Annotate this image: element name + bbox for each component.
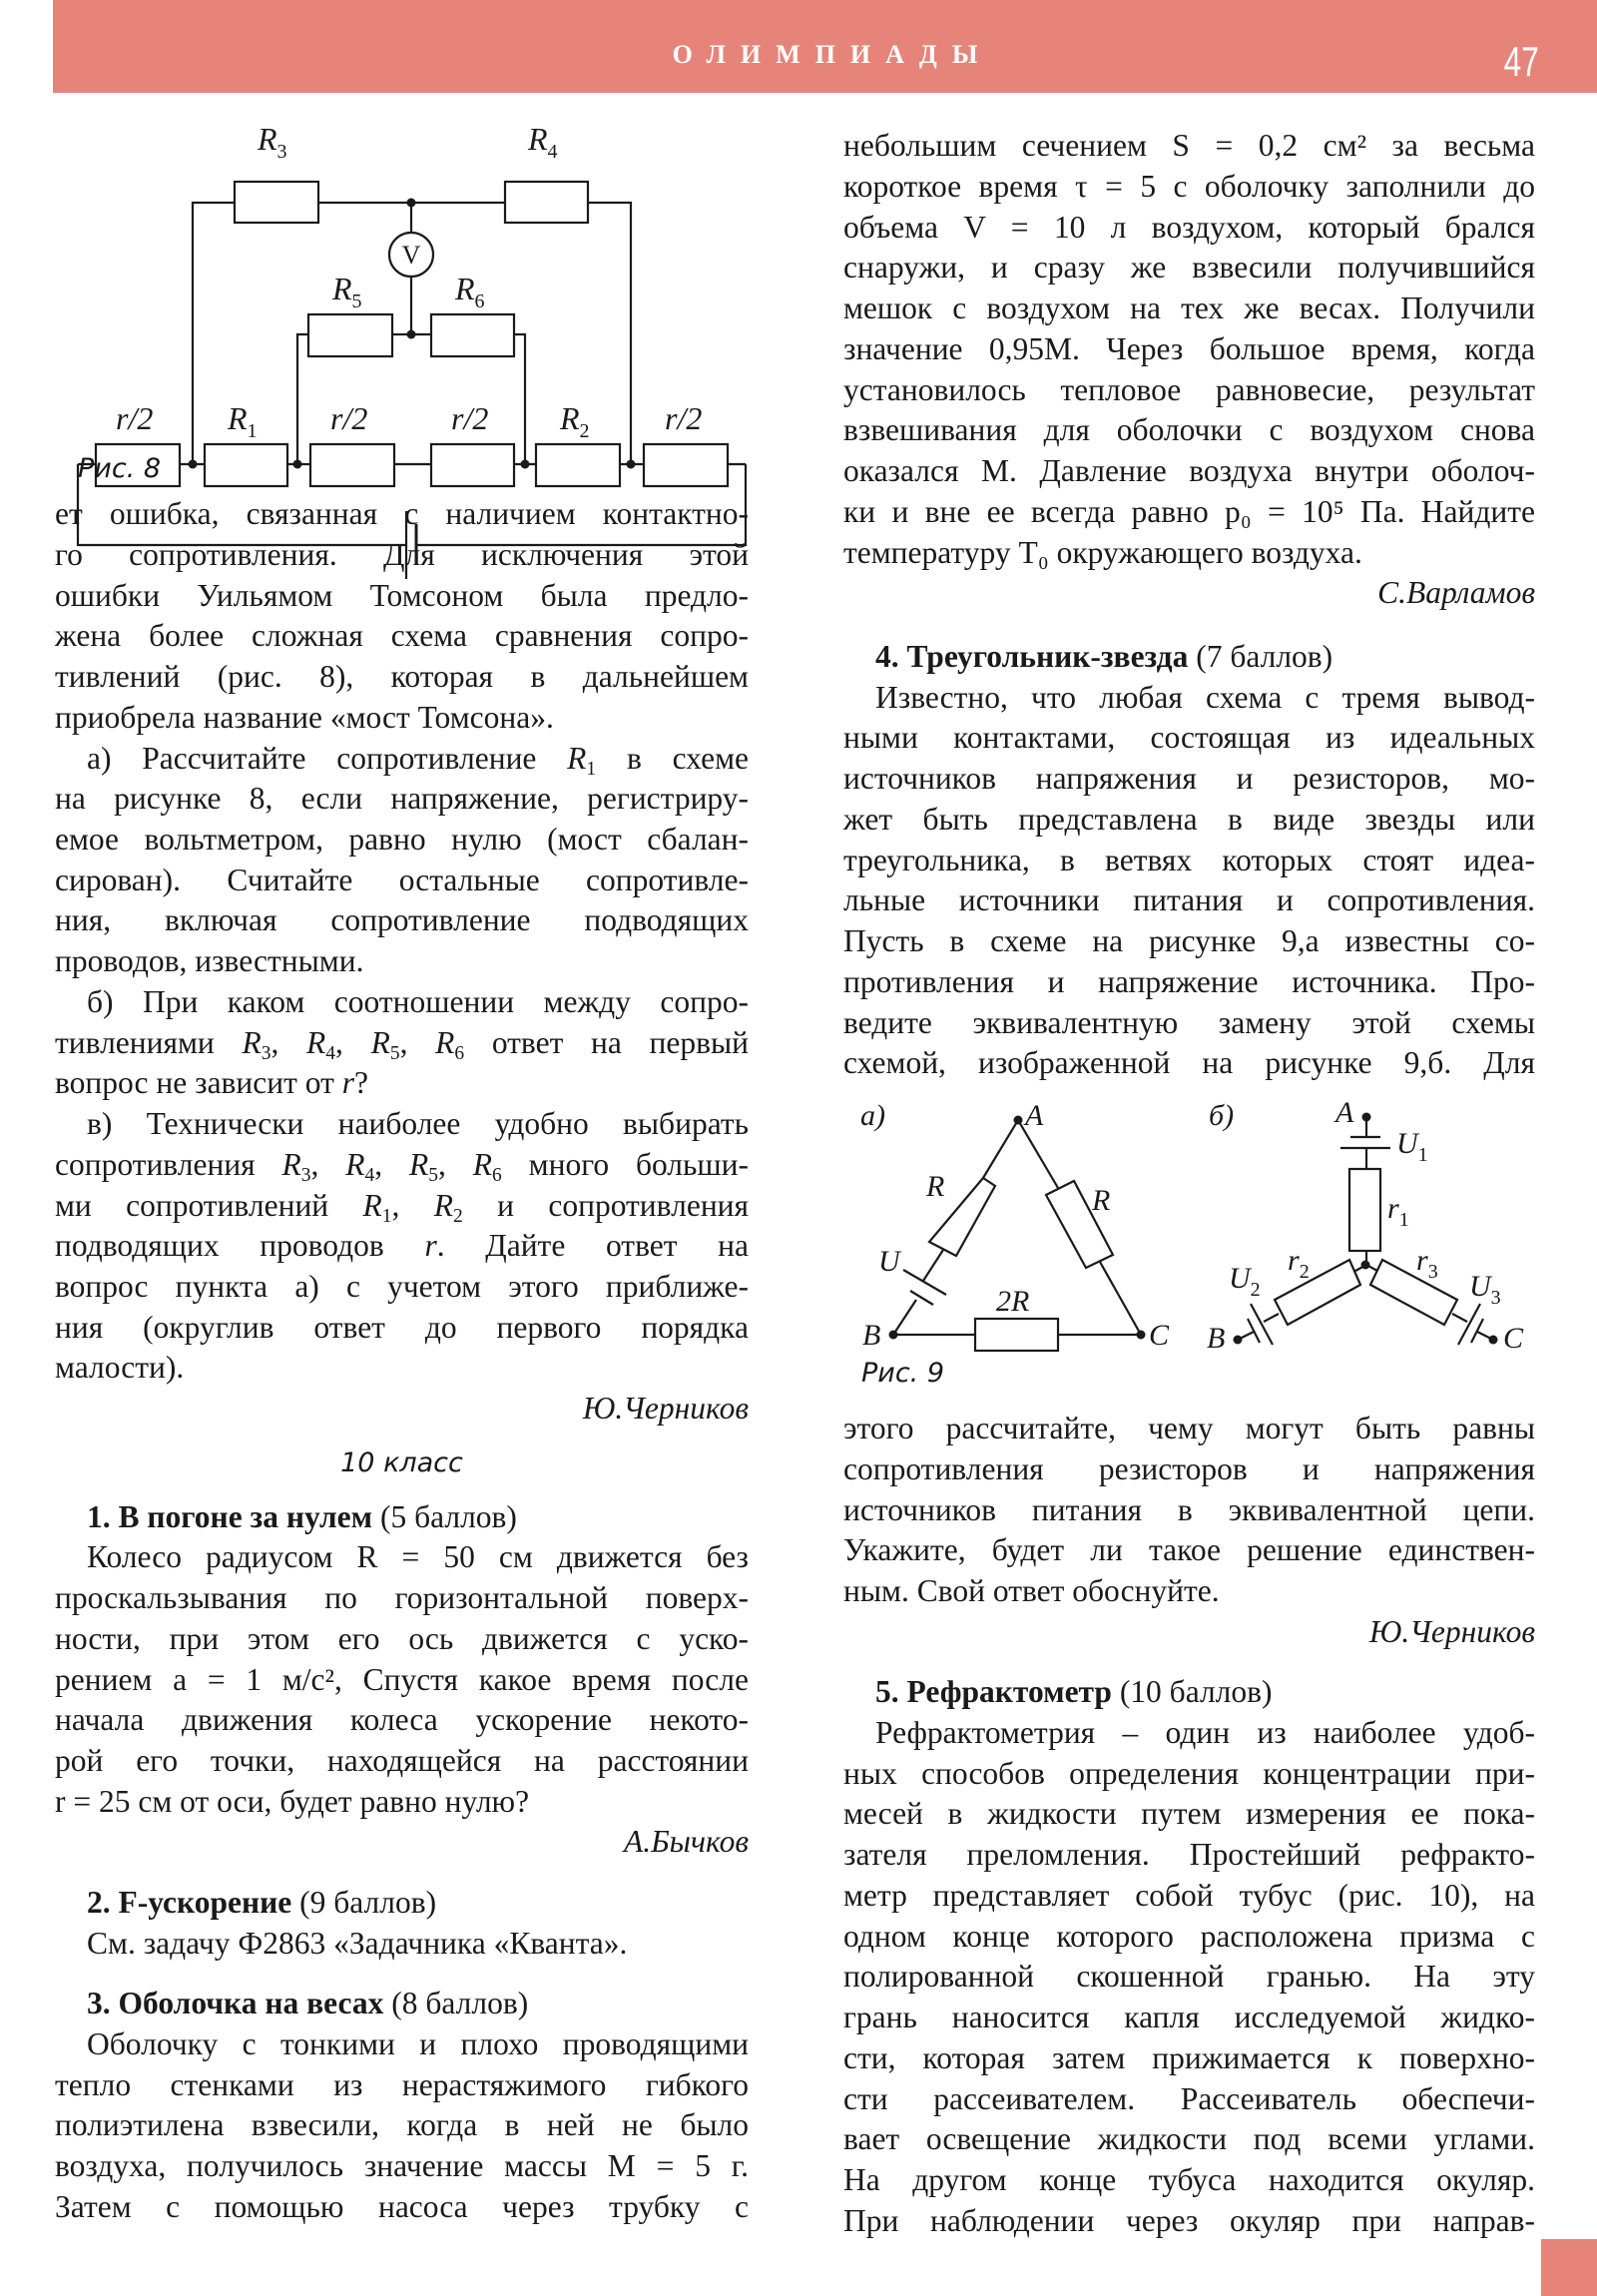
page-number: 47 [1503,38,1539,85]
text-line: проскальзывания по горизонтальной поверх- [55,1580,749,1615]
text-line: тивлений (рис. 8), которая в дальнейшем [55,659,749,694]
node-C-label: C [1149,1319,1170,1352]
text-line: рением a = 1 м/с², Спустя какое время после [55,1662,749,1697]
text-line: ошибки Уильямом Томсоном была предло- [55,578,749,613]
text-line: а) Рассчитайте сопротивление $R_1$ в схеме [87,741,750,780]
label-R4: $R_4$ [528,121,558,163]
text-line: установилось тепловое равновесие, результат [843,372,1535,407]
fig9b-label: б) [1209,1099,1235,1132]
text-line: температуру T₀ окружающего воздуха. [843,535,1362,570]
text-line: сопротивления $R_3$, $R_4$, $R_5$, $R_6$ много больши- [55,1147,749,1186]
text-line: зателя преломления. Простейший рефракто- [843,1837,1535,1872]
text-line: схемой, изображенной на рисунке 9,б. Для [843,1045,1535,1080]
text-line: При наблюдении через окуляр при направ- [843,2203,1535,2238]
text-line: противления и напряжение источника. Про- [843,964,1535,999]
text-line: грань наносится капля исследуемой жидко- [843,2000,1535,2034]
text-line: См. задачу Ф2863 «Задачника «Кванта». [87,1926,628,1961]
resistor-R-right-label: R [1092,1184,1111,1217]
text-line: ния (округлив ответ до первого порядка [55,1310,749,1345]
text-line: ными контактами, состоящая из идеальных [843,720,1535,755]
figure-9-caption: Рис. 9 [861,1358,945,1389]
text-line: сти, которая затем прижимается к поверхно- [843,2040,1535,2075]
text-line: вопрос не зависит от r? [55,1065,368,1100]
text-line: короткое время τ = 5 с оболочку заполнили до [843,169,1535,204]
text-line: сопротивления резисторов и напряжения [843,1451,1535,1486]
text-line: На другом конце тубуса находится окуляр. [843,2162,1535,2197]
label-r-half-3: r/2 [451,400,489,436]
text-line: оказался M. Давление воздуха внутри оболоч- [843,453,1535,488]
grade-heading: 10 класс [340,1447,463,1478]
text-line: приобрела название «мост Томсона». [55,700,554,735]
fig9a-label: а) [860,1099,885,1132]
text-line: ных способов определения концентрации при- [843,1756,1535,1791]
page-corner-tab [1541,2239,1597,2296]
label-r-half-1: r/2 [116,400,154,436]
label-R5: $R_5$ [332,271,362,312]
text-line: ми сопротивлений $R_1$, $R_2$ и сопротивления [55,1188,750,1227]
text-line: Рефрактометрия – один из наиболее удоб- [875,1715,1535,1750]
text-line: б) При каком соотношении между сопро- [87,984,749,1019]
text-line: ности, при этом его ось движется с уско- [55,1621,749,1656]
problem-2-heading: 2. F-ускорение (9 баллов) [87,1885,437,1920]
text-line: жена более сложная схема сравнения сопро- [55,618,749,653]
label-R1: $R_1$ [228,400,258,442]
text-line: источников напряжения и резисторов, мо- [843,761,1535,796]
text-line: месей в жидкости путем измерения ее пока- [843,1796,1535,1831]
problem-5-heading: 5. Рефрактометр (10 баллов) [875,1674,1273,1709]
text-line: начала движения колеса ускорение некото- [55,1702,749,1737]
text-line: сирован). Считайте остальные сопротивле- [55,862,749,897]
resistor-r3-label: $r_3$ [1416,1244,1438,1283]
text-line: Укажите, будет ли такое решение единствен- [843,1532,1535,1567]
label-R3: $R_3$ [258,121,287,163]
text-line: льные источники питания и сопротивления. [843,882,1535,917]
resistor-r1-label: $r_1$ [1387,1192,1409,1231]
author-signature: Ю.Черников [582,1391,749,1426]
text-line: взвешивания для оболочки с воздухом снова [843,412,1535,447]
text-line: небольшим сечением S = 0,2 см² за весьма [843,128,1535,163]
text-line: жет быть представлена в виде звезды или [843,802,1535,837]
text-line: источников питания в эквивалентной цепи. [843,1492,1535,1527]
resistor-r2-label: $r_2$ [1288,1244,1310,1283]
text-line: объема V = 10 л воздухом, который брался [843,210,1535,245]
text-line: полиэтилена взвесили, когда в ней не было [55,2107,749,2142]
text-line: одном конце которого расположена призма с [843,1919,1535,1954]
text-line: Пусть в схеме на рисунке 9,а известны со- [843,923,1535,958]
text-line: снаружи, и сразу же взвесили получившийся [843,250,1535,285]
text-line: воздуха, получилось значение массы M = 5 г. [55,2148,749,2183]
text-line: тивлениями $R_3$, $R_4$, $R_5$, $R_6$ ответ на первый [55,1025,750,1064]
text-line: ет ошибка, связанная с наличием контактно- [55,496,749,531]
resistor-R-left-label: R [926,1170,945,1203]
source-U1-label: $U_1$ [1396,1127,1428,1166]
text-line: Колесо радиусом R = 50 см движется без [87,1539,749,1574]
label-R2: $R_2$ [560,400,590,442]
author-signature: Ю.Черников [1368,1614,1535,1649]
label-r-half-2: r/2 [330,400,368,436]
text-line: ния, включая сопротивление подводящих [55,902,749,937]
text-line: ведите эквивалентную замену этой схемы [843,1005,1535,1040]
text-line: Оболочку с тонкими и плохо проводящими [87,2026,749,2061]
text-line: вопрос пункта а) с учетом этого приближе- [55,1269,749,1304]
source-U3-label: $U_3$ [1469,1270,1501,1309]
text-line: полированной скошенной гранью. На эту [843,1959,1535,1994]
node-A-label: A [1335,1096,1354,1129]
figure-8-caption: Рис. 8 [78,453,162,484]
source-U2-label: $U_2$ [1229,1262,1261,1301]
label-r-half-4: r/2 [665,400,703,436]
text-line: сти рассеивателем. Рассеиватель обеспечи- [843,2081,1535,2116]
source-U-label: U [878,1245,900,1278]
text-line: тепло стенками из нерастяжимого гибкого [55,2067,749,2102]
text-line: метр представляет собой тубус (рис. 10), на [843,1878,1535,1913]
problem-1-heading: 1. В погоне за нулем (5 баллов) [87,1499,517,1534]
resistor-2R-label: 2R [996,1285,1030,1318]
text-line: ным. Свой ответ обоснуйте. [843,1573,1220,1608]
text-line: Известно, что любая схема с тремя вывод- [875,680,1535,715]
text-line: малости). [55,1350,185,1385]
text-line: в) Технически наиболее удобно выбирать [87,1106,749,1141]
text-line: емое вольтметром, равно нулю (мост сбалан- [55,822,749,857]
author-signature: С.Варламов [1377,575,1535,610]
text-line: рой его точки, находящейся на расстоянии [55,1743,749,1778]
text-line: треугольника, в ветвях которых стоят идеа- [843,843,1535,877]
node-A-label: A [1025,1099,1044,1132]
problem-4-heading: 4. Треугольник-звезда (7 баллов) [875,639,1333,674]
voltmeter-label: V [401,241,421,270]
text-line: значение 0,95M. Через большое время, когда [843,331,1535,366]
text-line: r = 25 см от оси, будет равно нулю? [55,1784,530,1819]
text-line: го сопротивления. Для исключения этой [55,537,749,572]
node-B-label: B [1207,1322,1226,1355]
text-line: на рисунке 8, если напряжение, регистриру- [55,781,749,816]
node-B-label: B [862,1319,881,1352]
node-C-label: C [1503,1322,1524,1355]
section-title: ОЛИМПИАДЫ [672,40,993,69]
text-line: подводящих проводов r. Дайте ответ на [55,1228,749,1263]
text-line: проводов, известными. [55,943,364,978]
text-line: ки и вне ее всегда равно p₀ = 10⁵ Па. Найдите [843,494,1535,529]
text-line: Затем с помощью насоса через трубку с [55,2189,749,2224]
text-line: этого рассчитайте, чему могут быть равны [843,1411,1535,1445]
author-signature: А.Бычков [623,1824,749,1859]
text-line: мешок с воздухом на тех же весах. Получили [843,290,1535,325]
label-R6: $R_6$ [455,271,485,312]
problem-3-heading: 3. Оболочка на весах (8 баллов) [87,1986,529,2020]
text-line: вает освещение жидкости под всеми углами. [843,2121,1535,2156]
